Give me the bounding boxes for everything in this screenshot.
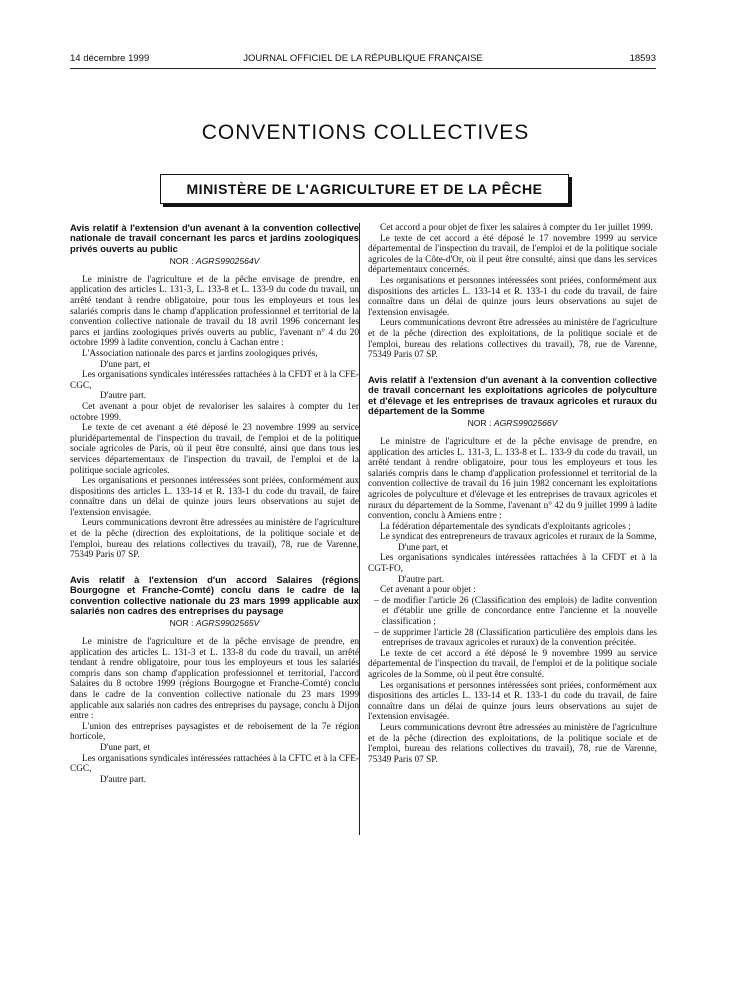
paragraph: Leurs communications devront être adressées au ministère de l'agriculture et de la pêche (direction des exploitations, de la politique sociale et de l'emploi, bureau des relations collectives du travail), 78, rue de Varenne, 75349 Paris 07 SP. <box>368 318 657 361</box>
paragraph: Le texte de cet avenant a été déposé le 23 novembre 1999 au service pluridépartemental de l'inspection du travail, de l'emploi et de la politique sociale agricoles de Paris, où il peut être consulté, ainsi que dans tous les services départementaux de l'inspection du travail, de l'emploi et de la politique sociale agricoles. <box>70 423 359 476</box>
paragraph: D'autre part. <box>398 574 445 585</box>
list-item: – de supprimer l'article 28 (Classification particulière des emplois dans les entreprises de travaux agricoles et ruraux) de la convention précitée. <box>374 627 657 649</box>
paragraph: Cet avenant a pour objet : <box>380 585 476 596</box>
page-header <box>70 53 656 67</box>
article-2 <box>70 575 359 786</box>
list-item: – de modifier l'article 26 (Classification des emplois) de ladite convention et d'établir une grille de concordance entre l'ancienne et la nouvelle classification ; <box>374 595 657 628</box>
article-title: Avis relatif à l'extension d'un avenant à la convention collective de travail concernant les exploitations agricoles de polyculture et d'élevage et les entreprises de travaux agricoles et ruraux du département de la Somme <box>368 373 657 416</box>
article-2-continued <box>368 223 657 361</box>
paragraph: Le ministre de l'agriculture et de la pêche envisage de prendre, en application des articles L. 131-3 et L. 133-8 du code du travail, un arrêté tendant à rendre obligatoire, pour tous les employeurs et tous les salariés compris dans son champ d'application professionnel et territorial, l'accord Salaires du 8 octobre 1999 (régions Bourgogne et Franche-Comté) conclu dans le cadre de la convention collective nationale du 23 mars 1999 applicable aux salariés non cadres des entreprises du paysage, conclu à Dijon entre : <box>70 637 359 722</box>
nor-reference: NOR : AGRS9902564V <box>169 256 260 267</box>
header-rule <box>70 68 656 69</box>
header-journal-name: JOURNAL OFFICIEL DE LA RÉPUBLIQUE FRANÇAISE <box>243 53 483 64</box>
paragraph: Leurs communications devront être adressées au ministère de l'agriculture et de la pêche (direction des exploitations, de la politique sociale et de l'emploi, bureau des relations collectives du travail), 78, rue de Varenne, 75349 Paris 07 SP. <box>368 722 657 765</box>
paragraph: Les organisations syndicales intéressées rattachées à la CFDT et à la CFE-CGC, <box>70 370 359 391</box>
paragraph: Les organisations et personnes intéressées sont priées, conformément aux dispositions des articles L. 133-14 et R. 133-1 du code du travail, de faire connaître dans un délai de quinze jours leurs observations au sujet de l'extension envisagée. <box>368 680 657 723</box>
nor-code: AGRS9902565V <box>195 618 260 629</box>
paragraph: Le syndicat des entrepreneurs de travaux agricoles et ruraux de la Somme, <box>380 532 657 543</box>
paragraph: Cet avenant a pour objet de revaloriser les salaires à compter du 1er octobre 1999. <box>70 401 359 423</box>
paragraph: L'union des entreprises paysagistes et de reboisement de la 7e région horticole, <box>70 721 359 743</box>
paragraph: Le texte de cet accord a été déposé le 17 novembre 1999 au service départemental de l'inspection du travail, de l'emploi et de la politique sociale agricoles de la Côte-d'Or, où il peut être consulté, ainsi que dans les services départementaux concernés. <box>368 233 657 276</box>
paragraph: Le texte de cet accord a été déposé le 9 novembre 1999 au service départemental de l'inspection du travail, de l'emploi et de la politique sociale agricoles de la Somme, où il peut être consulté. <box>368 648 657 680</box>
paragraph: D'autre part. <box>100 774 147 785</box>
left-column <box>70 223 359 799</box>
header-date: 14 décembre 1999 <box>70 53 150 64</box>
column-separator <box>359 223 360 835</box>
paragraph: La fédération départementale des syndicats d'exploitants agricoles ; <box>380 521 631 532</box>
header-page-number: 18593 <box>629 53 656 64</box>
paragraph: D'une part, et <box>100 359 150 370</box>
paragraph: Les organisations syndicales intéressées rattachées à la CFTC et à la CFE-CGC, <box>70 753 359 775</box>
nor-code: AGRS9902566V <box>493 418 558 429</box>
paragraph: D'une part, et <box>398 542 448 553</box>
article-3 <box>368 375 657 766</box>
paragraph: Les organisations et personnes intéressées sont priées, conformément aux dispositions des articles L. 133-14 et R. 133-1 du code du travail, de faire connaître dans un délai de quinze jours leurs observations au sujet de l'extension envisagée. <box>368 275 657 318</box>
paragraph: Les organisations et personnes intéressées sont priées, conformément aux dispositions des articles L. 133-14 et R. 133-1 du code du travail, de faire connaître dans un délai de quinze jours leurs observations au sujet de l'extension envisagée. <box>70 476 359 518</box>
paragraph: D'une part, et <box>100 743 150 753</box>
paragraph: L'Association nationale des parcs et jardins zoologiques privés, <box>82 348 318 359</box>
paragraph: Cet accord a pour objet de fixer les salaires à compter du 1er juillet 1999. <box>380 223 653 233</box>
article-title: Avis relatif à l'extension d'un avenant à la convention collective nationale de travail concernant les parcs et jardins zoologiques privés ouverts au public <box>70 222 359 254</box>
nor-reference: NOR : AGRS9902565V <box>169 618 260 629</box>
paragraph: Leurs communications devront être adressées au ministère de l'agriculture et de la pêche (direction des exploitations, de la politique sociale et de l'emploi, bureau des relations collectives du travail), 78, rue de Varenne, 75349 Paris 07 SP. <box>70 518 359 561</box>
ministry-box <box>160 174 569 204</box>
article-title: Avis relatif à l'extension d'un accord Salaires (régions Bourgogne et Franche-Comté) conclu dans le cadre de la convention collective nationale du 23 mars 1999 applicable aux salariés non cadres des entreprises du paysage <box>70 573 359 617</box>
ministry-title: MINISTÈRE DE L'AGRICULTURE ET DE LA PÊCHE <box>186 181 543 197</box>
article-1 <box>70 223 359 561</box>
paragraph: Les organisations syndicales intéressées rattachées à la CFDT et à la CGT-FO, <box>368 553 657 575</box>
nor-reference: NOR : AGRS9902566V <box>467 418 558 429</box>
paragraph: Le ministre de l'agriculture et de la pêche envisage de prendre, en application des articles L. 131-3, L. 133-8 et L. 133-9 du code du travail, un arrêté tendant à rendre obligatoire, pour tous les employeurs et tous les salariés compris dans le champ d'application professionnel et territorial de la convention collective de travail du 16 juin 1982 concernant les exploitations agricoles de polyculture et d'élevage et les entreprises de travaux agricoles et ruraux du département de la Somme, l'avenant n° 42 du 9 juillet 1999 à ladite convention, conclu à Amiens entre : <box>368 436 657 522</box>
nor-code: AGRS9902564V <box>195 256 260 267</box>
section-title: CONVENTIONS COLLECTIVES <box>201 121 530 144</box>
right-column <box>368 223 657 779</box>
paragraph: D'autre part. <box>100 391 147 402</box>
paragraph: Le ministre de l'agriculture et de la pêche envisage de prendre, en application des articles L. 131-3, L. 133-8 et L. 133-9 du code du travail, un arrêté tendant à rendre obligatoire, pour tous les employeurs et tous les salariés compris dans le champ d'application professionnel et territorial de la convention collective nationale de travail du 18 avril 1996 concernant les parcs et jardins zoologiques privés ouverts au public, l'avenant n° 4 du 20 octobre 1999 à ladite convention, conclu à Cachan entre : <box>70 274 359 349</box>
